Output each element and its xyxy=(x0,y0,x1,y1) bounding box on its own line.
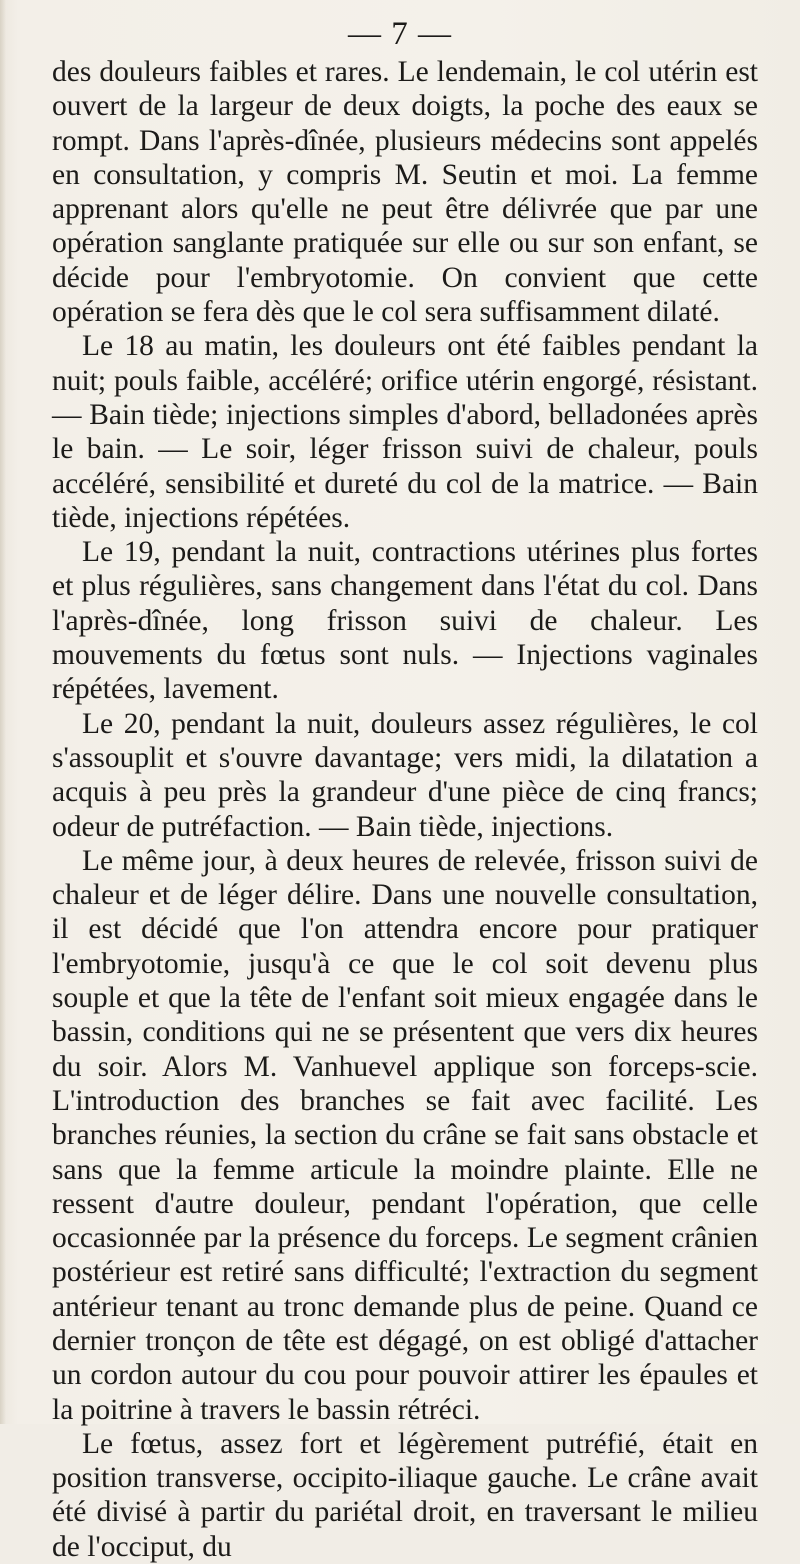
paragraph-4: Le 20, pendant la nuit, douleurs assez régulières, le col s'assouplit et s'ouvre davantage; vers midi, la dilatation a acquis à peu près la grandeur d'une pièce de cinq francs; odeur de putréfaction. — Bain tiède, injections. xyxy=(52,707,758,843)
body-text xyxy=(52,55,758,1564)
paragraph-3: Le 19, pendant la nuit, contractions utérines plus fortes et plus régulières, sans changement dans l'état du col. Dans l'après-dînée, long frisson suivi de chaleur. Les mouvements du fœtus sont nuls. — Injections vaginales répétées, lavement. xyxy=(52,536,758,706)
paragraph-2: Le 18 au matin, les douleurs ont été faibles pendant la nuit; pouls faible, accéléré; orifice utérin engorgé, résistant. — Bain tiède; injections simples d'abord, belladonées après le bain. — Le soir, léger frisson suivi de chaleur, pouls accéléré, sensibilité et dureté du col de la matrice. — Bain tiède, injections répétées. xyxy=(52,330,758,534)
paragraph-1: des douleurs faibles et rares. Le lendemain, le col utérin est ouvert de la largeur de deux doigts, la poche des eaux se rompt. Dans l'après-dînée, plusieurs médecins sont appelés en consultation, y compris M. Seutin et moi. La femme apprenant alors qu'elle ne peut être délivrée que par une opération sanglante pratiquée sur elle ou sur son enfant, se décide pour l'embryotomie. On convient que cette opération se fera dès que le col sera suffisamment dilaté. xyxy=(52,56,758,329)
page-number: — 7 — xyxy=(348,16,452,52)
paragraph-5: Le même jour, à deux heures de relevée, frisson suivi de chaleur et de léger délire. Dans une nouvelle consultation, il est décidé que l'on attendra encore pour pratiquer l'embryotomie, jusqu'à ce que le col soit devenu plus souple et que la tête de l'enfant soit mieux engagée dans le bassin, conditions qui ne se présentent que vers dix heures du soir. Alors M. Vanhuevel applique son forceps-scie. L'introduction des branches se fait avec facilité. Les branches réunies, la section du crâne se fait sans obstacle et sans que la femme articule la moindre plainte. Elle ne ressent d'autre douleur, pendant l'opération, que celle occasionnée par la présence du forceps. Le segment crânien postérieur est retiré sans difficulté; l'extraction du segment antérieur tenant au tronc demande plus de peine. Quand ce dernier tronçon de tête est dégagé, on est obligé d'attacher un cordon autour du cou pour pouvoir attirer les épaules et la poitrine à travers le bassin rétréci. xyxy=(52,844,758,1426)
paragraph-6: Le fœtus, assez fort et légèrement putréfié, était en position transverse, occipito-iliaque gauche. Le crâne avait été divisé à partir du pariétal droit, en traversant le milieu de l'occiput, du xyxy=(52,1427,758,1563)
page-edge-shadow xyxy=(0,0,6,1424)
